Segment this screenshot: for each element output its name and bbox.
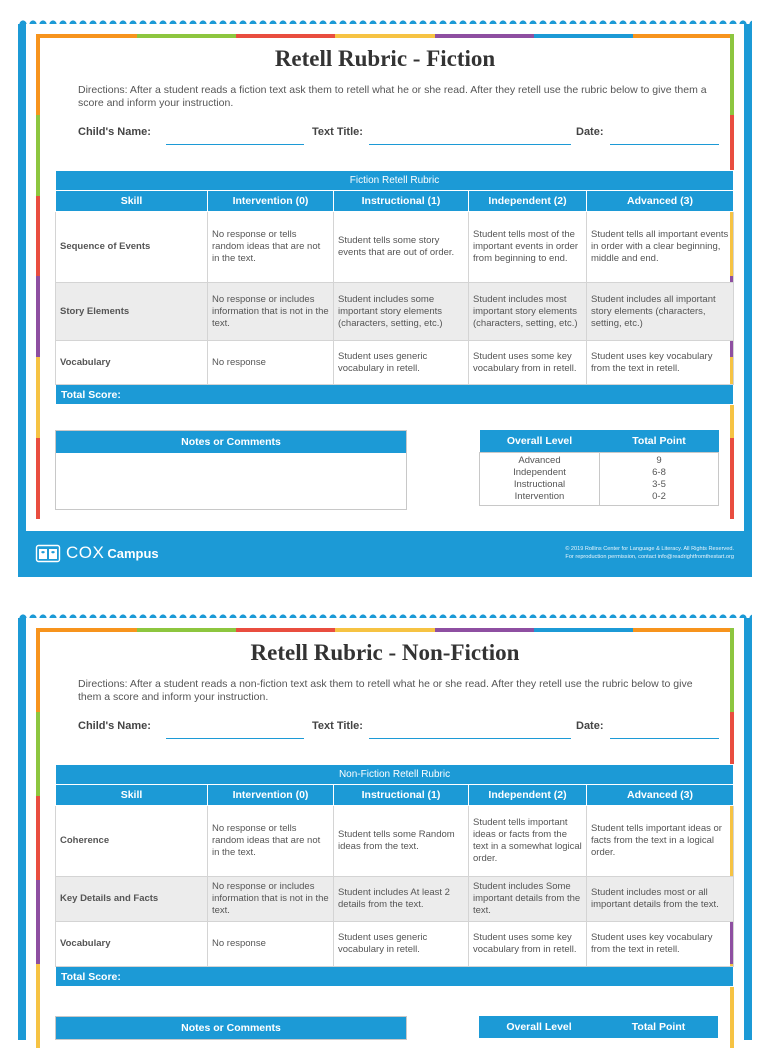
- level-point: 9: [656, 454, 662, 466]
- table-row: [56, 877, 734, 922]
- card-paper: [26, 618, 744, 1048]
- table-cell: Student tells most of the important events in order from beginning to end.: [469, 212, 587, 283]
- child-name-label: Child's Name:: [78, 720, 151, 732]
- brand-cox: COX: [66, 543, 105, 562]
- table-cell: Student tells some Random ideas from the text.: [334, 806, 469, 877]
- col-header-advanced: Advanced (3): [587, 785, 734, 806]
- col-header-skill: Skill: [56, 785, 208, 806]
- table-row: [56, 922, 734, 967]
- notes-box[interactable]: [55, 430, 407, 510]
- copyright-line: © 2019 Rollins Center for Language & Literacy. All Rights Reserved.: [565, 546, 734, 552]
- child-name-field[interactable]: [166, 144, 304, 145]
- col-header-instructional: Instructional (1): [334, 785, 469, 806]
- level-header: Overall Level: [480, 430, 600, 452]
- total-score-label: Total Score:: [56, 967, 734, 987]
- text-title-label: Text Title:: [312, 720, 363, 732]
- table-cell: Student uses some key vocabulary from in retell.: [469, 341, 587, 385]
- stamp-edge: [18, 16, 752, 24]
- nonfiction-rubric-table: [55, 764, 734, 987]
- table-cell: No response or includes information that is not in the text.: [208, 283, 334, 341]
- table-cell: No response: [208, 341, 334, 385]
- col-header-independent: Independent (2): [469, 191, 587, 212]
- col-header-intervention: Intervention (0): [208, 191, 334, 212]
- col-header-independent: Independent (2): [469, 785, 587, 806]
- points-header: Total Point: [599, 1016, 718, 1038]
- cox-campus-logo: [36, 543, 159, 563]
- table-cell: Student uses key vocabulary from the text in retell.: [587, 341, 734, 385]
- total-score-label: Total Score:: [56, 385, 734, 405]
- table-cell: No response: [208, 922, 334, 967]
- date-label: Date:: [576, 126, 604, 138]
- level-points: [600, 452, 719, 505]
- nonfiction-rubric-card: [18, 610, 752, 1040]
- book-icon: [36, 545, 60, 562]
- table-cell: Student uses some key vocabulary from in retell.: [469, 922, 587, 967]
- rainbow-border-top: [38, 34, 732, 38]
- rainbow-border-top: [38, 628, 732, 632]
- notes-body[interactable]: [56, 453, 406, 509]
- skill-cell: Coherence: [56, 806, 208, 877]
- directions-text: Directions: After a student reads a fiction text ask them to retell what he or she read. After they retell use the rubric below to give them a score and inform your instruction.: [78, 84, 707, 109]
- table-row: [56, 806, 734, 877]
- skill-cell: Vocabulary: [56, 922, 208, 967]
- level-label: Intervention: [514, 490, 565, 502]
- page-title: Retell Rubric - Fiction: [274, 46, 496, 71]
- level-label: Instructional: [513, 478, 566, 490]
- table-cell: Student uses generic vocabulary in retell.: [334, 922, 469, 967]
- page-title: Retell Rubric - Non-Fiction: [250, 640, 520, 665]
- table-cell: Student tells all important events in order with a clear beginning, middle and end.: [587, 212, 734, 283]
- level-label: Independent: [513, 466, 566, 478]
- level-point: 0-2: [652, 490, 666, 502]
- card-paper: [26, 24, 744, 531]
- permission-line: For reproduction permission, contact info@readrightfromthestart.org: [565, 554, 734, 560]
- table-cell: Student includes Some important details from the text.: [469, 877, 587, 922]
- table-cell: Student includes some important story elements (characters, setting, etc.): [334, 283, 469, 341]
- date-field[interactable]: [610, 738, 719, 739]
- table-cell: Student includes most important story elements (characters, setting, etc.): [469, 283, 587, 341]
- date-label: Date:: [576, 720, 604, 732]
- notes-header: Notes or Comments: [56, 431, 406, 453]
- text-title-field[interactable]: [369, 144, 571, 145]
- notes-header: Notes or Comments: [56, 1017, 406, 1039]
- fiction-rubric-table: [55, 170, 734, 405]
- child-name-label: Child's Name:: [78, 126, 151, 138]
- level-point: 3-5: [652, 478, 666, 490]
- table-cell: Student tells some story events that are out of order.: [334, 212, 469, 283]
- text-title-label: Text Title:: [312, 126, 363, 138]
- fiction-rubric-card: [18, 16, 752, 577]
- text-title-field[interactable]: [369, 738, 571, 739]
- date-field[interactable]: [610, 144, 719, 145]
- level-label: Advanced: [518, 454, 561, 466]
- table-cell: Student includes most or all important details from the text.: [587, 877, 734, 922]
- table-cell: No response or includes information that is not in the text.: [208, 877, 334, 922]
- table-row: [56, 341, 734, 385]
- level-labels: [480, 452, 600, 505]
- overall-level-table: [479, 1016, 718, 1038]
- directions-text: Directions: After a student reads a non-fiction text ask them to retell what he or she read. After they retell use the rubric below to give them a score and inform your instruction.: [78, 678, 693, 703]
- level-header: Overall Level: [479, 1016, 599, 1038]
- skill-cell: Key Details and Facts: [56, 877, 208, 922]
- table-cell: Student uses key vocabulary from the text in retell.: [587, 922, 734, 967]
- skill-cell: Sequence of Events: [56, 212, 208, 283]
- rubric-caption: Non-Fiction Retell Rubric: [56, 765, 734, 785]
- stamp-edge: [18, 610, 752, 618]
- brand-campus: Campus: [107, 545, 159, 561]
- rainbow-border-left: [36, 34, 40, 519]
- table-cell: Student includes all important story elements (characters, setting, etc.): [587, 283, 734, 341]
- table-row: [56, 212, 734, 283]
- table-cell: Student tells important ideas or facts from the text in a logical order.: [587, 806, 734, 877]
- table-cell: Student uses generic vocabulary in retell.: [334, 341, 469, 385]
- table-cell: No response or tells random ideas that are not in the text.: [208, 806, 334, 877]
- table-cell: Student tells important ideas or facts from the text in a somewhat logical order.: [469, 806, 587, 877]
- skill-cell: Story Elements: [56, 283, 208, 341]
- col-header-advanced: Advanced (3): [587, 191, 734, 212]
- table-cell: Student includes At least 2 details from the text.: [334, 877, 469, 922]
- skill-cell: Vocabulary: [56, 341, 208, 385]
- col-header-instructional: Instructional (1): [334, 191, 469, 212]
- table-cell: No response or tells random ideas that are not in the text.: [208, 212, 334, 283]
- overall-level-table: [479, 430, 719, 506]
- level-point: 6-8: [652, 466, 666, 478]
- points-header: Total Point: [600, 430, 719, 452]
- rainbow-border-left: [36, 628, 40, 1048]
- notes-box[interactable]: [55, 1016, 407, 1040]
- child-name-field[interactable]: [166, 738, 304, 739]
- rubric-caption: Fiction Retell Rubric: [56, 171, 734, 191]
- table-row: [56, 283, 734, 341]
- col-header-skill: Skill: [56, 191, 208, 212]
- col-header-intervention: Intervention (0): [208, 785, 334, 806]
- copyright-notice: [565, 545, 734, 561]
